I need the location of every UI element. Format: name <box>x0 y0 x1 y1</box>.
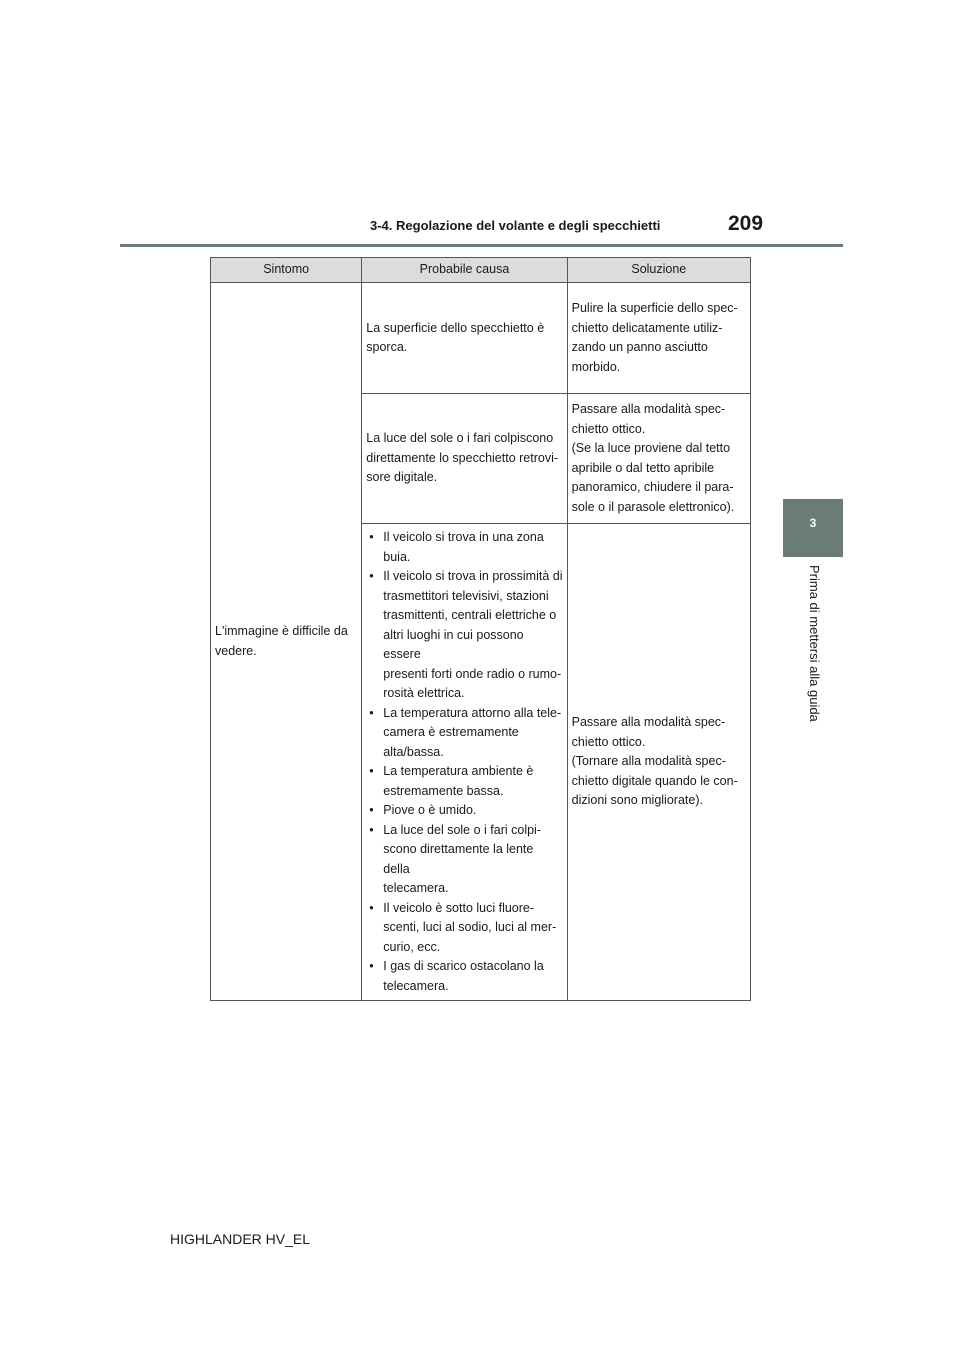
header-divider <box>120 244 843 247</box>
table-row <box>211 283 751 394</box>
list-item: • Piove o è umido. <box>366 801 562 821</box>
troubleshooting-table <box>210 257 751 1001</box>
list-item: • Il veicolo si trova in prossimità di trasmettitori televisivi, stazioni trasmittenti, centrali elettriche o altri luoghi in cui possono essere presenti forti onde radio o rumo- rosità elettrica. <box>366 567 562 704</box>
header-symptom: Sintomo <box>211 258 362 283</box>
solution-cell <box>567 394 750 524</box>
cause-list <box>366 528 562 996</box>
footer-model: HIGHLANDER HV_EL <box>170 1231 311 1247</box>
cause-text: La luce del sole o i fari colpiscono direttamente lo specchietto retrovi- sore digitale. <box>366 431 559 485</box>
chapter-label: Prima di mettersi alla guida <box>807 565 822 722</box>
header-cause: Probabile causa <box>362 258 567 283</box>
solution-text: Passare alla modalità spec- chietto ottico. (Se la luce proviene dal tetto apribile o dal tetto apribile panoramico, chiudere il para- sole o il parasole elettronico). <box>571 402 735 514</box>
header-solution: Soluzione <box>567 258 750 283</box>
symptom-cell <box>211 283 362 1001</box>
list-item: • Il veicolo è sotto luci fluore- scenti, luci al sodio, luci al mer- curio, ecc. <box>366 899 562 958</box>
page-number: 209 <box>728 212 764 235</box>
list-item: • La temperatura ambiente è estremamente bassa. <box>366 762 562 801</box>
table-header-row <box>211 258 751 283</box>
chapter-number: 3 <box>809 516 817 530</box>
solution-cell <box>567 524 750 1001</box>
cause-cell <box>362 394 567 524</box>
cause-cell <box>362 283 567 394</box>
section-title: 3-4. Regolazione del volante e degli specchietti <box>370 218 661 233</box>
list-item: • La temperatura attorno alla tele- camera è estremamente alta/bassa. <box>366 704 562 763</box>
list-item: • I gas di scarico ostacolano la telecamera. <box>366 957 562 996</box>
solution-text: Passare alla modalità spec- chietto ottico. (Tornare alla modalità spec- chietto digitale quando le con- dizioni sono migliorate). <box>571 715 738 808</box>
cause-text: La superficie dello specchietto è sporca. <box>366 320 545 354</box>
symptom-text: L'immagine è difficile da vedere. <box>215 624 348 658</box>
chapter-tab[interactable] <box>783 499 843 557</box>
solution-cell <box>567 283 750 394</box>
solution-text: Pulire la superficie dello spec- chietto delicatamente utiliz- zando un panno asciutto morbido. <box>571 301 738 374</box>
list-item: • Il veicolo si trova in una zona buia. <box>366 528 562 567</box>
cause-cell <box>362 524 567 1001</box>
list-item: • La luce del sole o i fari colpi- scono direttamente la lente della telecamera. <box>366 821 562 899</box>
